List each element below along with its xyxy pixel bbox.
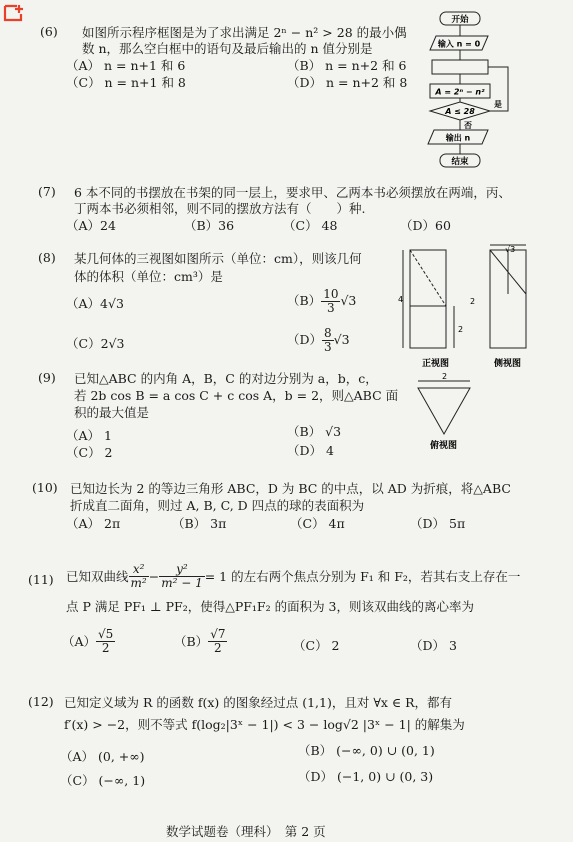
q6-option-a: （A） n = n+1 和 6: [66, 58, 186, 73]
q6-option-d: （D） n = n+2 和 8: [287, 75, 408, 90]
flow-output-label: 输出 n: [445, 133, 471, 143]
flowchart-diagram: [418, 8, 528, 176]
q8-option-b: [287, 288, 356, 315]
q8-option-d: [287, 327, 350, 354]
share-logo-icon: [3, 3, 27, 23]
q11-option-a-num: √5: [98, 627, 114, 641]
q8-option-a-value: 4√3: [100, 296, 124, 311]
flow-assign-label: A = 2ⁿ − n²: [435, 87, 485, 97]
dim-2-label: 2: [458, 325, 464, 334]
q8-option-a-label: （A）: [66, 296, 101, 311]
q8-option-d-denominator: 3: [324, 340, 332, 354]
q6-option-b: （B） n = n+2 和 6: [287, 58, 407, 73]
dim-sqrt3-label: √3: [505, 245, 516, 254]
three-views-diagram: [398, 242, 563, 452]
flow-no-label: 否: [464, 121, 472, 130]
q8-option-a: [66, 295, 124, 312]
dim-4-label: 4: [398, 295, 404, 304]
q11-minus: −: [148, 569, 160, 584]
q12-option-d: （D） (−1, 0) ∪ (0, 3): [298, 769, 434, 784]
q10-option-b: （B） 3π: [172, 516, 227, 531]
front-view-caption: 正视图: [422, 359, 450, 369]
q11-option-a: [62, 628, 115, 655]
q6-line1: 如图所示程序框图是为了求出满足 2ⁿ − n² > 28 的最小偶: [82, 25, 407, 40]
q7-line1: 6 本不同的书摆放在书架的同一层上，要求甲、乙两本书必须摆放在两端，丙、: [74, 185, 511, 200]
q11-number: (11): [28, 572, 54, 587]
q11-pre: 已知双曲线: [66, 569, 129, 584]
q11-line1: [66, 563, 520, 590]
q11-option-c: （C） 2: [293, 638, 340, 653]
q8-number: (8): [38, 250, 56, 265]
q11-frac2-num: y²: [159, 563, 205, 577]
q8-option-d-numerator: 8: [324, 326, 332, 340]
q6-line2: 数 n，那么空白框中的语句及最后输出的 n 值分别是: [82, 41, 373, 56]
q11-frac2-den: m² − 1: [161, 576, 203, 590]
q10-option-d: （D） 5π: [410, 516, 466, 531]
q8-option-b-tail: √3: [340, 293, 357, 308]
q8-option-c-label: （C）: [66, 336, 101, 351]
q9-option-a: （A） 1: [66, 428, 112, 443]
q8-option-d-tail: √3: [333, 332, 350, 347]
flow-start-label: 开始: [451, 15, 469, 25]
dim-2b-label: 2: [470, 297, 476, 306]
q8-option-c: [66, 335, 124, 352]
q11-option-b-den: 2: [214, 641, 222, 655]
q9-line2: 若 2b cos B = a cos C + c cos A，b = 2，则△ABC 面: [74, 388, 399, 403]
q12-line2: f′(x) > −2，则不等式 f(log₂|3ˣ − 1|) < 3 − log√2 |3ˣ − 1| 的解集为: [64, 717, 465, 732]
q8-option-b-label: （B）: [287, 293, 322, 308]
q11-option-b: [174, 628, 227, 655]
q12-number: (12): [28, 694, 54, 709]
q8-line1: 某几何体的三视图如图所示（单位：cm），则该几何: [74, 251, 362, 266]
q10-number: (10): [32, 480, 58, 495]
q9-option-c: （C） 2: [66, 445, 113, 460]
q9-line1: 已知△ABC 的内角 A，B，C 的对边分别为 a，b，c，: [74, 371, 378, 386]
q7-option-a: （A）24: [66, 218, 116, 233]
q11-option-b-label: （B）: [174, 634, 209, 649]
flow-yes-label: 是: [494, 100, 502, 109]
q11-line2: 点 P 满足 PF₁ ⊥ PF₂，使得△PF₁F₂ 的面积为 3，则该双曲线的离心率为: [66, 599, 475, 614]
q10-line1: 已知边长为 2 的等边三角形 ABC，D 为 BC 的中点，以 AD 为折痕，将△ABC: [70, 481, 511, 496]
q10-option-c: （C） 4π: [290, 516, 345, 531]
dim-top-2-label: 2: [442, 372, 448, 381]
q11-option-a-label: （A）: [62, 634, 97, 649]
q12-option-c: （C） (−∞, 1): [60, 773, 146, 788]
q12-option-b: （B） (−∞, 0) ∪ (0, 1): [298, 743, 435, 758]
q8-option-d-label: （D）: [287, 332, 323, 347]
q8-line2: 体的体积（单位：cm³）是: [74, 269, 223, 284]
q10-option-a: （A） 2π: [66, 516, 121, 531]
front-view-rect: [410, 250, 446, 348]
q11-option-b-num: √7: [210, 627, 226, 641]
q11-option-d: （D） 3: [410, 638, 457, 653]
q7-number: (7): [38, 184, 56, 199]
side-view-caption: 侧视图: [494, 359, 522, 369]
q12-option-a: （A） (0, +∞): [60, 749, 145, 764]
q9-line3: 积的最大值是: [74, 405, 150, 420]
q10-line2: 折成直二面角，则过 A, B, C, D 四点的球的表面积为: [70, 498, 365, 513]
flow-end-label: 结束: [451, 157, 469, 167]
q6-option-c: （C） n = n+1 和 8: [66, 75, 186, 90]
q8-option-b-denominator: 3: [327, 301, 335, 315]
flow-input-label: 输入 n = 0: [437, 39, 481, 49]
flow-blank-box: [432, 60, 488, 74]
q7-option-b: （B）36: [184, 218, 235, 233]
q8-option-b-numerator: 10: [323, 287, 339, 301]
q9-option-b: （B） √3: [287, 424, 342, 439]
flow-condition-label: A ≤ 28: [445, 107, 475, 116]
q7-option-c: （C） 48: [283, 218, 338, 233]
q6-number: (6): [40, 24, 58, 39]
q9-number: (9): [38, 370, 56, 385]
q11-option-a-den: 2: [101, 641, 110, 655]
page-footer: 数学试题卷（理科） 第 2 页: [166, 824, 326, 839]
q11-post: = 1 的左右两个焦点分别为 F₁ 和 F₂，若其右支上存在一: [204, 569, 521, 584]
q12-line1: 已知定义域为 R 的函数 f(x) 的图象经过点 (1,1)，且对 ∀x ∈ R，都有: [64, 695, 453, 710]
q8-option-c-value: 2√3: [100, 336, 125, 351]
q7-line2: 丁两本书必须相邻，则不同的摆放方法有（ ）种.: [74, 201, 366, 216]
q7-option-d: （D）60: [400, 218, 451, 233]
top-view-triangle: [418, 388, 470, 434]
q11-frac1-num: x²: [129, 563, 149, 577]
q11-frac1-den: m²: [130, 576, 147, 590]
top-view-caption: 俯视图: [430, 441, 458, 451]
q9-option-d: （D） 4: [287, 443, 334, 458]
